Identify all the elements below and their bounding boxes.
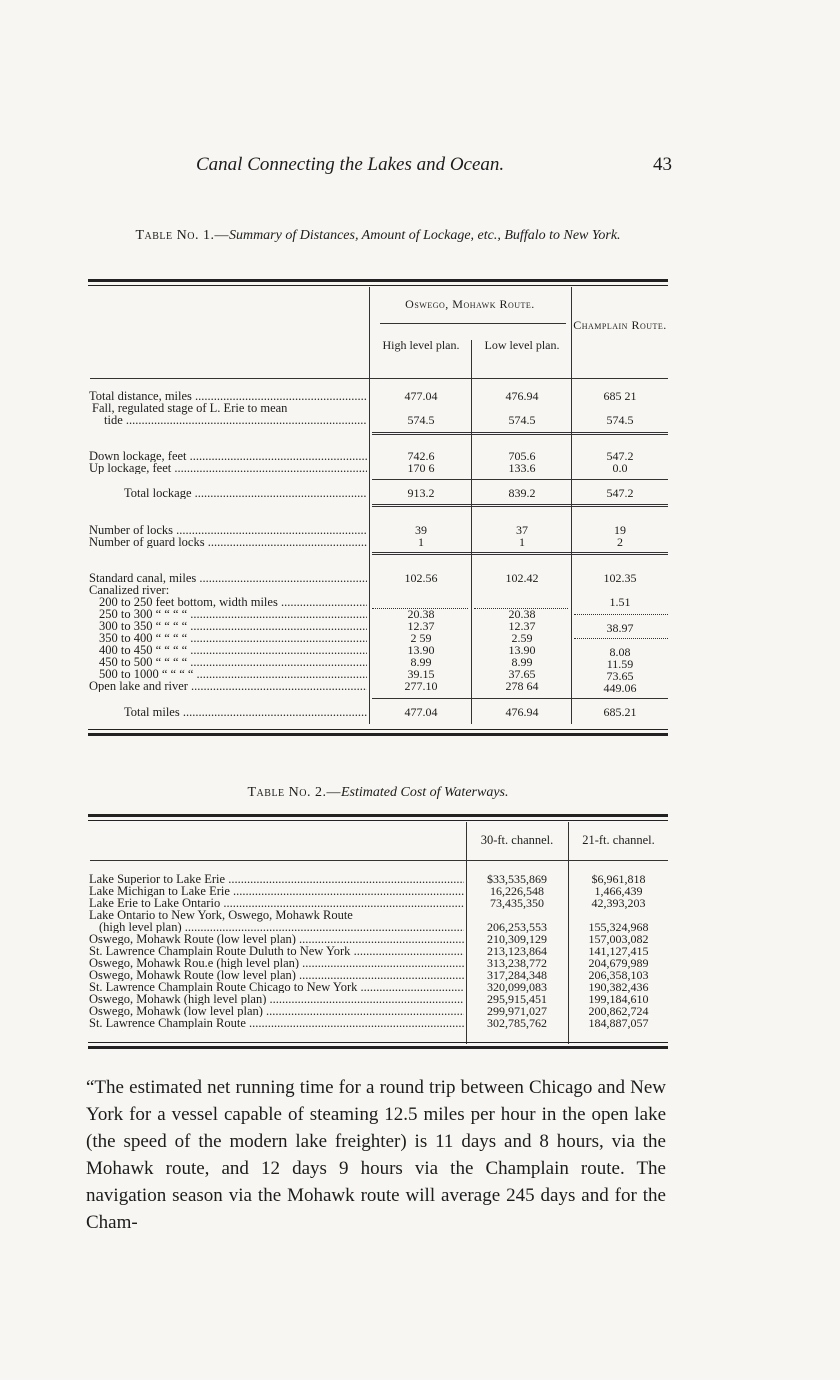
section-divider bbox=[372, 552, 668, 555]
section-divider bbox=[372, 504, 668, 507]
table1-bottom-rule bbox=[88, 733, 668, 736]
table1-top-rule bbox=[88, 279, 668, 282]
table2-bottom-rule bbox=[88, 1046, 668, 1049]
canalized-river-label: Canalized river: bbox=[89, 583, 170, 597]
dotted-divider bbox=[574, 638, 668, 639]
group-header-oswego: Oswego, Mohawk Route. bbox=[405, 297, 535, 311]
page-title: Canal Connecting the Lakes and Ocean. bbox=[196, 154, 505, 175]
table1-top-rule-thin bbox=[88, 285, 668, 286]
running-header bbox=[196, 154, 672, 182]
body-paragraph: “The estimated net running time for a round trip between Chicago and New York for a vessel capable of steaming 12.5 miles per hour in the open lake (the speed of the modern lake freighter) is 11 days and 8 hours, via the Mohawk route, and 12 days 9 hours via the Champlain route. The navigation season via the Mohawk route will average 245 days and for the Cham- bbox=[86, 1077, 666, 1233]
table2-header-rule bbox=[90, 860, 668, 861]
table1-col-divider bbox=[369, 287, 370, 724]
col-21ft-channel: 21-ft. channel. bbox=[582, 833, 655, 847]
table1-caption-lead: Table No. 1.— bbox=[135, 228, 229, 243]
row-fall-label-line1: Fall, regulated stage of L. Erie to mean bbox=[92, 401, 288, 415]
table1-col-divider bbox=[471, 340, 472, 724]
section-divider bbox=[372, 432, 668, 435]
table2-caption-title: Estimated Cost of Waterways. bbox=[341, 785, 509, 800]
col-high-level: High level plan. bbox=[382, 338, 460, 352]
table2-top-rule-thin bbox=[88, 820, 668, 821]
table1-bottom-rule-thin bbox=[88, 729, 668, 730]
header-bottom-rule bbox=[90, 378, 668, 379]
table1-caption bbox=[86, 225, 670, 247]
group-header-rule bbox=[380, 323, 566, 324]
dotted-divider bbox=[574, 614, 668, 615]
col-low-level: Low level plan. bbox=[484, 338, 560, 352]
col-champlain: Champlain Route. bbox=[573, 318, 667, 332]
page-number: 43 bbox=[653, 154, 672, 175]
table2-bottom-rule-thin bbox=[88, 1042, 668, 1043]
sum-rule bbox=[372, 479, 668, 480]
table2-caption-lead: Table No. 2.— bbox=[247, 785, 341, 800]
table2-caption bbox=[86, 782, 670, 804]
table1-caption-title: Summary of Distances, Amount of Lockage, etc., Buffalo to New York. bbox=[228, 228, 621, 243]
col-30ft-channel: 30-ft. channel. bbox=[480, 833, 554, 847]
table2-top-rule bbox=[88, 814, 668, 817]
sum-rule bbox=[372, 698, 668, 699]
